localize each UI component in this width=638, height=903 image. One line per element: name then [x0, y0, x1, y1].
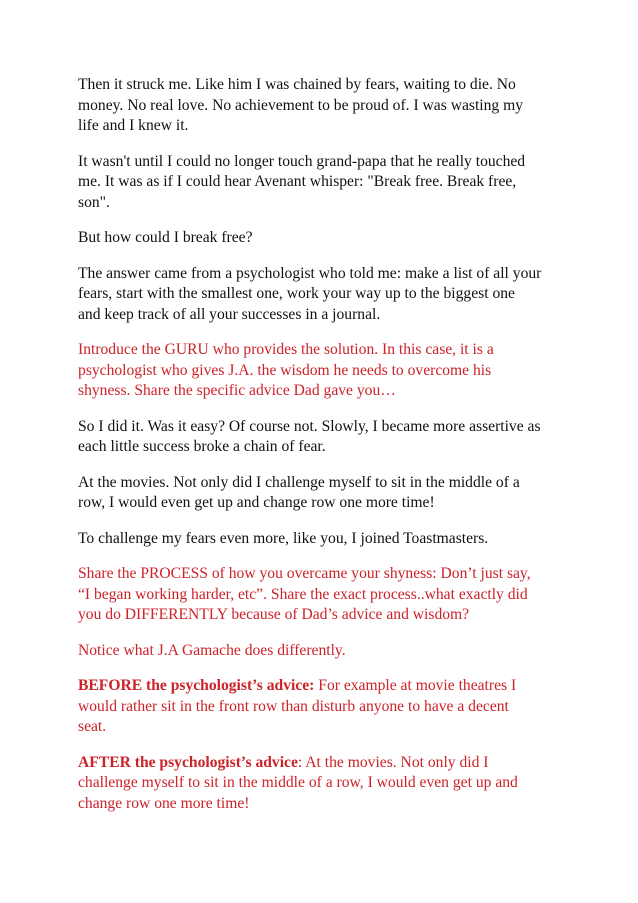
- text-line: row, I would even get up and change row one more time!: [78, 494, 435, 511]
- paragraph-grand-papa: [78, 152, 578, 214]
- text-line: Notice what J.A Gamache does differently.: [78, 641, 346, 659]
- after-advice-text: : At the movies. Not only did I: [297, 753, 489, 771]
- text-line: son".: [78, 193, 110, 211]
- text-line: would rather sit in the front row than disturb anyone to have a decent: [78, 697, 509, 715]
- text-line: “I began working harder, etc”. Share the exact process..what exactly did: [78, 585, 528, 603]
- annotation-guru: [78, 340, 578, 402]
- text-line: Share the PROCESS of how you overcame your shyness: Don’t just say,: [78, 565, 531, 582]
- text-line: seat.: [78, 718, 107, 735]
- text-line: me. It was as if I could hear Avenant whisper: "Break free. Break free,: [78, 173, 517, 190]
- paragraph-so-i-did-it: [78, 417, 578, 458]
- paragraph-break-free-question: [78, 228, 578, 249]
- annotation-before-advice: [78, 676, 578, 738]
- paragraph-toastmasters: [78, 529, 578, 550]
- text-line: It wasn't until I could no longer touch grand-papa that he really touched: [78, 152, 526, 170]
- text-line: you do DIFFERENTLY because of Dad’s advice and wisdom?: [78, 606, 470, 623]
- text-line: shyness. Share the specific advice Dad gave you…: [78, 382, 396, 399]
- text-line: and keep track of all your successes in a journal.: [78, 305, 381, 323]
- paragraph-at-the-movies: [78, 473, 578, 514]
- text-line: At the movies. Not only did I challenge myself to sit in the middle of a: [78, 473, 520, 491]
- paragraph-psychologist-answer: [78, 264, 578, 326]
- text-line: fears, start with the smallest one, work your way up to the biggest one: [78, 285, 515, 302]
- text-line: But how could I break free?: [78, 229, 253, 246]
- text-line: [78, 753, 578, 774]
- text-line: psychologist who gives J.A. the wisdom he needs to overcome his: [78, 361, 492, 379]
- before-advice-heading: BEFORE the psychologist’s advice:: [78, 677, 315, 694]
- text-line: The answer came from a psychologist who told me: make a list of all your: [78, 264, 542, 282]
- annotation-notice: [78, 641, 578, 662]
- text-line: To challenge my fears even more, like you, I joined Toastmasters.: [78, 529, 489, 547]
- text-line: So I did it. Was it easy? Of course not. Slowly, I became more assertive as: [78, 417, 541, 435]
- text-line: change row one more time!: [78, 794, 250, 812]
- text-line: life and I knew it.: [78, 117, 189, 134]
- text-line: money. No real love. No achievement to be proud of. I was wasting my: [78, 96, 524, 114]
- document-page: [78, 75, 578, 829]
- text-line: Then it struck me. Like him I was chained by fears, waiting to die. No: [78, 76, 516, 93]
- paragraph-struck-me: [78, 75, 578, 137]
- after-advice-heading: AFTER the psychologist’s advice: [78, 753, 298, 771]
- text-line: Introduce the GURU who provides the solution. In this case, it is a: [78, 341, 494, 358]
- annotation-process: [78, 564, 578, 626]
- before-advice-text: For example at movie theatres I: [314, 677, 517, 694]
- annotation-after-advice: [78, 753, 578, 815]
- text-line: challenge myself to sit in the middle of a row, I would even get up and: [78, 774, 518, 791]
- text-line: [78, 676, 578, 697]
- text-line: each little success broke a chain of fear.: [78, 438, 326, 455]
